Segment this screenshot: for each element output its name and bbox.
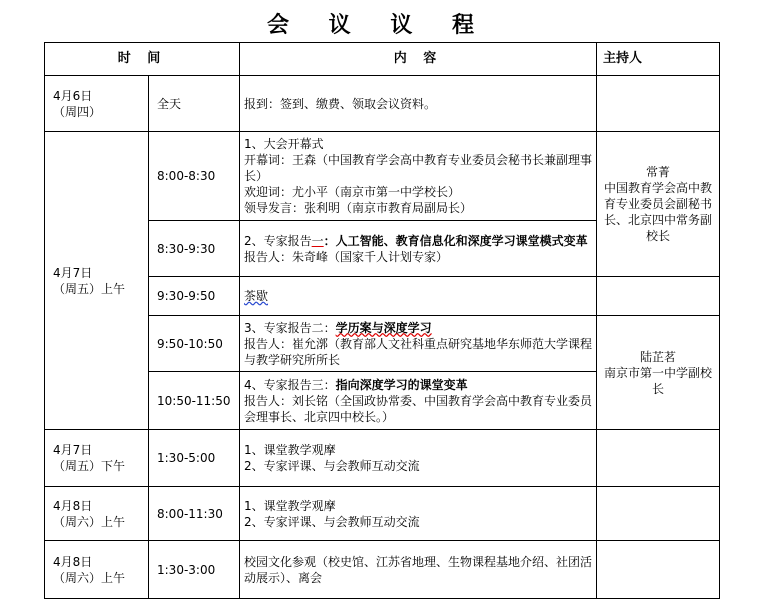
content-line: 1、课堂教学观摩 [244,498,336,513]
time-cell: 8:00-8:30 [149,132,240,221]
table-row [45,76,720,132]
time-cell: 8:30-9:30 [149,221,240,277]
time-cell: 9:30-9:50 [149,277,240,316]
table-row [45,487,720,541]
content-line: 领导发言：张利明（南京市教育局副局长） [244,201,473,215]
report-title [244,320,592,336]
break-text: 茶歇 [244,289,269,303]
content-line: 欢迎词：尤小平（南京市第一中学校长） [244,185,461,199]
content-cell [240,430,597,487]
header-row [45,43,720,76]
host-cell [597,430,720,487]
content-line: 1、课堂教学观摩 [244,443,336,457]
time-cell: 10:50-11:50 [149,372,240,430]
time-cell: 9:50-10:50 [149,316,240,372]
report-speaker: 报告人：朱奇峰（国家千人计划专家） [244,249,449,264]
agenda-table [44,42,720,599]
host-cell [597,76,720,132]
host-cell: 常菁 中国教育学会高中教育专业委员会副秘书长、北京四中常务副校长 [597,132,720,277]
report-title [244,233,592,249]
report-title-text: ：人工智能、教育信息化和深度学习课堂模式变革 [323,233,588,248]
table-row [45,541,720,599]
report-title-mark: 一 [311,233,324,248]
content-line: 开幕词：王森（中国教育学会高中教育专业委员会秘书长兼副理事长） [244,153,593,183]
time-cell: 1:30-5:00 [149,430,240,487]
content-cell: 报到：签到、缴费、领取会议资料。 [240,76,597,132]
content-cell [240,132,597,221]
content-cell: 校园文化参观（校史馆、江苏省地理、生物课程基地介绍、社团活动展示）、离会 [240,541,597,599]
date-cell: 4月7日 （周五）下午 [45,430,149,487]
content-cell [240,221,597,277]
content-line: 2、专家评课、与会教师互动交流 [244,459,420,473]
content-line: 1、大会开幕式 [244,137,324,151]
content-line: 2、专家评课、与会教师互动交流 [244,514,420,529]
content-cell [240,487,597,541]
report-title-prefix: 3、专家报告二： [244,320,336,335]
content-cell [240,316,597,372]
table-row [45,132,720,221]
content-cell [240,372,597,430]
time-cell: 1:30-3:00 [149,541,240,599]
table-row [45,430,720,487]
time-cell: 全天 [149,76,240,132]
header-time: 时 间 [45,43,240,76]
report-speaker: 报告人：刘长铭（全国政协常委、中国教育学会高中教育专业委员会理事长、北京四中校长。） [244,393,593,424]
report-title-text: 学历案与深度学习 [335,320,432,335]
content-cell [240,277,597,316]
page-title: 会 议 议 程 [267,13,490,38]
report-title-prefix: 2、专家报告 [244,233,312,248]
date-cell: 4月7日 （周五）上午 [45,132,149,430]
host-cell [597,277,720,316]
report-title [244,377,592,393]
header-host: 主持人 [597,43,720,76]
report-title-prefix: 4、专家报告三： [244,377,336,392]
host-cell: 陆芷茗 南京市第一中学副校长 [597,316,720,430]
date-cell: 4月8日 （周六）上午 [45,487,149,541]
host-cell [597,541,720,599]
date-cell: 4月8日 （周六）上午 [45,541,149,599]
time-cell: 8:00-11:30 [149,487,240,541]
host-cell [597,487,720,541]
report-title-text: 指向深度学习的课堂变革 [335,377,468,392]
date-cell: 4月6日 （周四） [45,76,149,132]
report-speaker: 报告人：崔允漷（教育部人文社科重点研究基地华东师范大学课程与教学研究所所长 [244,336,593,367]
header-content: 内 容 [240,43,597,76]
